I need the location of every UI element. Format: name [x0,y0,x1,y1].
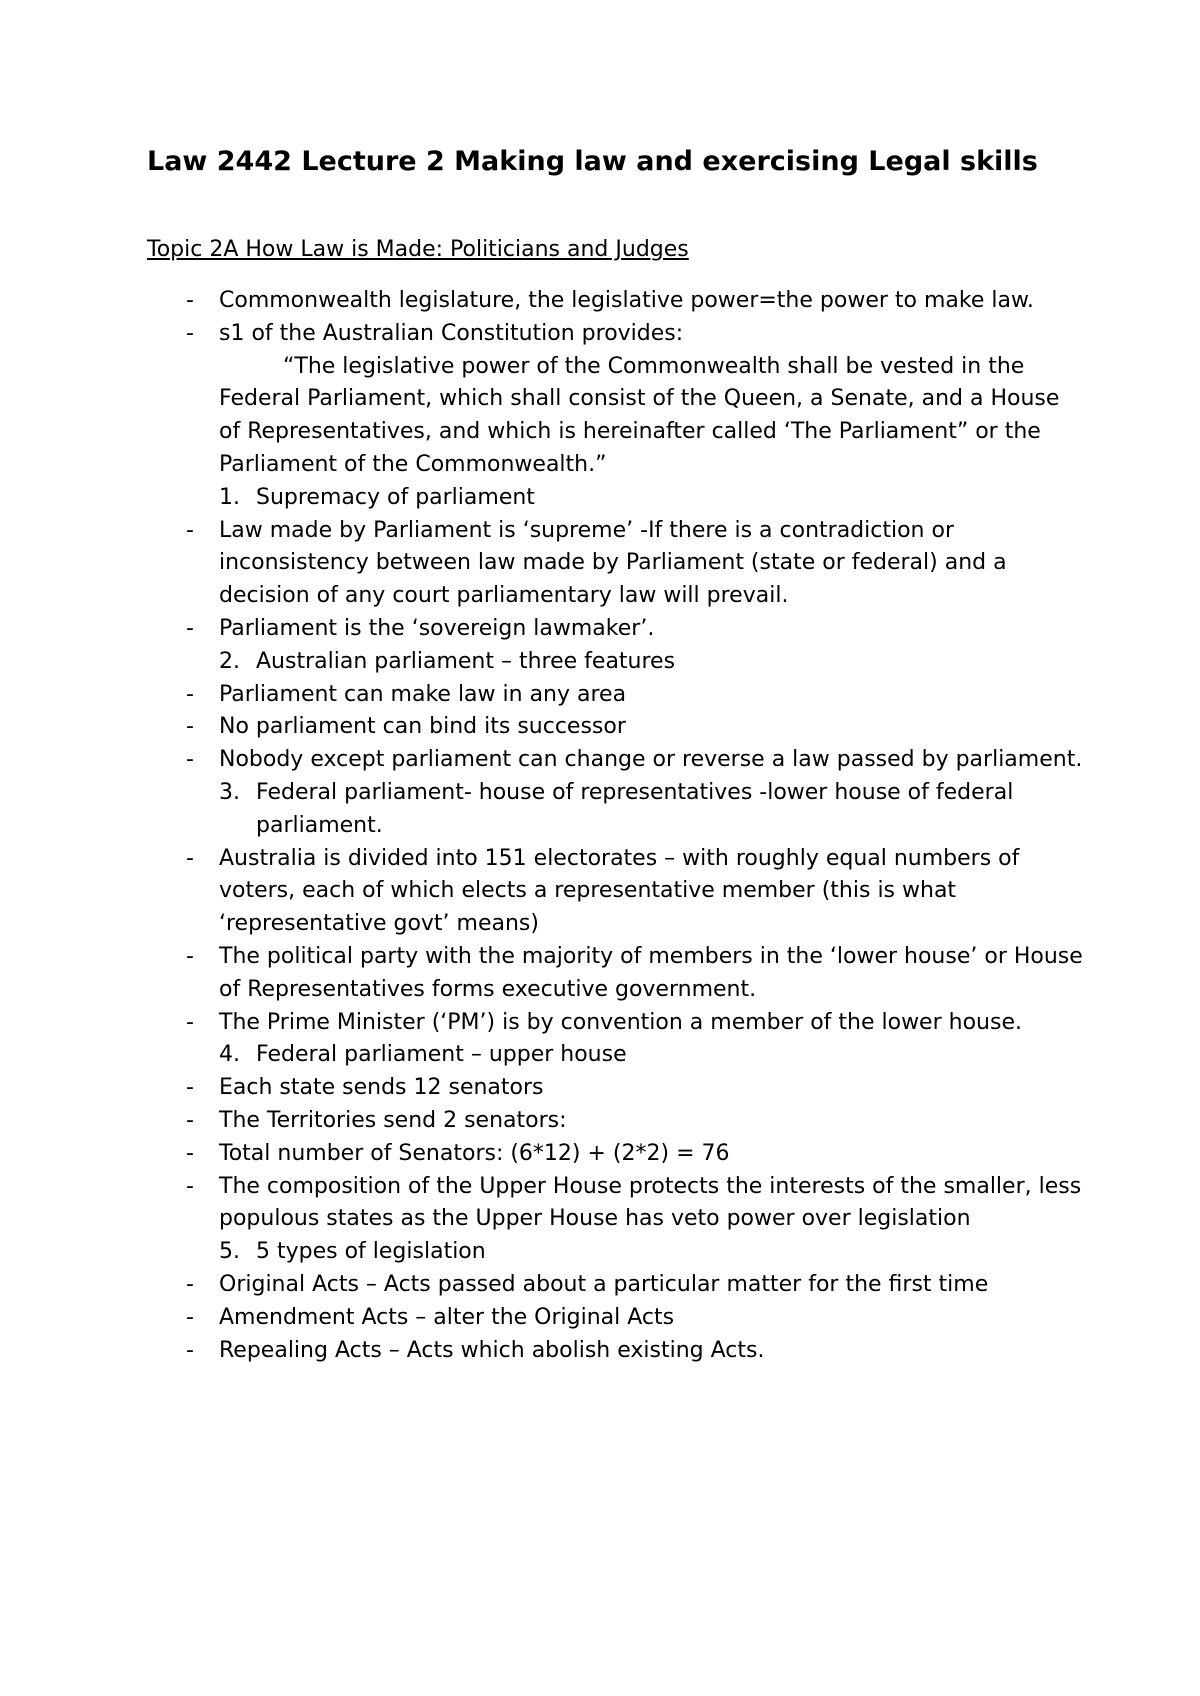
list-item [147,843,1087,941]
constitution-quote [147,351,1087,482]
list-item-text: Each state sends 12 senators [219,1075,544,1101]
list-item-text: Repealing Acts – Acts which abolish existing Acts. [219,1337,765,1363]
notes-list [147,285,1087,1367]
dash-bullet: - [186,1173,194,1199]
list-item-text: Australia is divided into 151 electorates – with roughly equal numbers of voters, each of which elects a representative member (this is what ‘representative govt’ means) [219,845,1020,937]
heading-text: Federal parliament – upper house [256,1042,627,1068]
heading-text: Australian parliament – three features [256,648,676,674]
list-item [147,318,1087,351]
dash-bullet: - [186,1075,194,1101]
heading-text: 5 types of legislation [256,1239,486,1265]
numbered-heading [147,482,1087,515]
dash-bullet: - [186,1140,194,1166]
list-item-text: Parliament is the ‘sovereign lawmaker’. [219,615,655,641]
topic-heading: Topic 2A How Law is Made: Politicians and Judges [147,237,689,262]
list-item [147,1007,1087,1040]
list-item-text: Nobody except parliament can change or reverse a law passed by parliament. [219,747,1083,773]
dash-bullet: - [186,288,194,313]
list-item-text: Total number of Senators: (6*12) + (2*2) = 76 [219,1140,730,1166]
list-item-text: Commonwealth legislature, the legislative power=the power to make law. [219,288,1034,313]
list-item-text: Amendment Acts – alter the Original Acts [219,1304,675,1330]
heading-number: 4. [219,1042,240,1068]
list-item [147,941,1087,1007]
list-item-text: Law made by Parliament is ‘supreme’ -If there is a contradiction or inconsistency between law made by Parliament (state or federal) and a decision of any court parliamentary law will prevail. [219,517,1007,609]
heading-text: Supremacy of parliament [256,484,535,510]
list-item-text: The composition of the Upper House protects the interests of the smaller, less populous states as the Upper House has veto power over legislation [219,1173,1082,1232]
list-item [147,1138,1087,1171]
list-item [147,515,1087,613]
list-item [147,1335,1087,1368]
quote-first-line: “The legislative power of the Commonwealth shall be vested [283,353,955,379]
list-item [147,1171,1087,1237]
list-item [147,679,1087,712]
heading-number: 1. [219,484,240,510]
list-item [147,1269,1087,1302]
dash-bullet: - [186,845,194,871]
dash-bullet: - [186,1107,194,1133]
list-item [147,285,1087,318]
dash-bullet: - [186,320,194,346]
dash-bullet: - [186,747,194,773]
list-item [147,1105,1087,1138]
list-item-text: Original Acts – Acts passed about a particular matter for the first time [219,1271,989,1297]
document-title: Law 2442 Lecture 2 Making law and exercising Legal skills [147,146,1038,177]
list-item [147,744,1087,777]
list-item [147,1302,1087,1335]
dash-bullet: - [186,1271,194,1297]
dash-bullet: - [186,1009,194,1035]
numbered-heading [147,777,1087,843]
list-item-text: The Prime Minister (‘PM’) is by convention a member of the lower house. [219,1009,1022,1035]
heading-text: Federal parliament- house of representatives -lower house of federal parliament. [256,779,1014,838]
list-item-text: Parliament can make law in any area [219,681,627,707]
dash-bullet: - [186,1304,194,1330]
list-item [147,1072,1087,1105]
numbered-heading [147,1039,1087,1072]
list-item [147,711,1087,744]
dash-bullet: - [186,615,194,641]
heading-number: 2. [219,648,240,674]
list-item-text: s1 of the Australian Constitution provides: [219,320,684,346]
heading-number: 5. [219,1239,240,1265]
dash-bullet: - [186,943,194,969]
list-item [147,613,1087,646]
dash-bullet: - [186,714,194,740]
numbered-heading [147,646,1087,679]
dash-bullet: - [186,681,194,707]
list-item-text: The political party with the majority of members in the ‘lower house’ or House of Representatives forms executive government. [219,943,1083,1002]
list-item-text: No parliament can bind its successor [219,714,626,740]
quote-continuation: in the Federal Parliament, which shall consist of the Queen, a Senate, and a House of Representatives, and which is hereinafter called ‘The Parliament” or the Parliament of the Commonwealth.” [219,353,1060,477]
list-item-text: The Territories send 2 senators: [219,1107,567,1133]
dash-bullet: - [186,1337,194,1363]
numbered-heading [147,1236,1087,1269]
heading-number: 3. [219,779,240,805]
dash-bullet: - [186,517,194,543]
